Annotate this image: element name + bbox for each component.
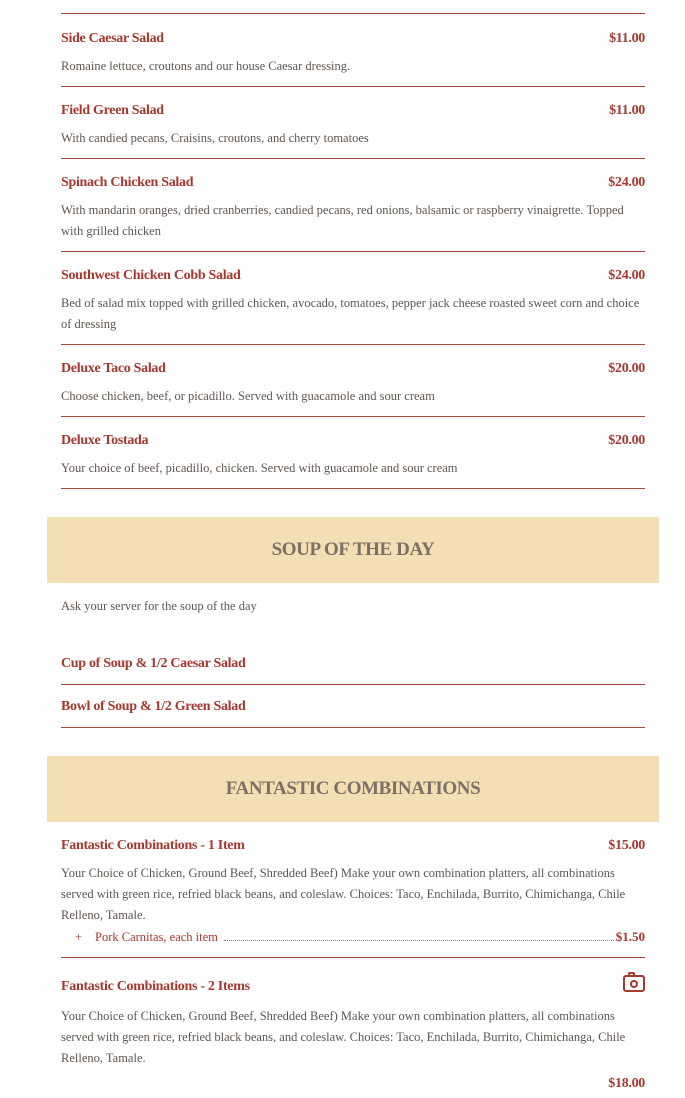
item-description: Bed of salad mix topped with grilled chicken, avocado, tomatoes, pepper jack cheese roasted sweet corn and choice of dressing (61, 296, 640, 331)
camera-icon[interactable] (623, 975, 645, 992)
item-price: $15.00 (608, 838, 645, 853)
item-description: Your choice of beef, picadillo, chicken. Served with guacamole and sour cream (61, 461, 458, 475)
menu-item[interactable] (61, 158, 645, 252)
item-price: $24.00 (608, 268, 645, 283)
plus-icon: + (75, 930, 83, 944)
item-price: $20.00 (608, 361, 645, 376)
menu-item[interactable] (61, 14, 645, 87)
section-description: Ask your server for the soup of the day (61, 599, 257, 613)
item-price: $18.00 (608, 1076, 645, 1091)
section-header-combos (47, 756, 659, 822)
menu-item[interactable] (61, 344, 645, 417)
item-description: Your Choice of Chicken, Ground Beef, Shredded Beef) Make your own combination platters, all combinations served with green rice, refried black beans, and coleslaw. Choices: Taco, Enchilada, Burrito, Chimichanga, Chile Relleno, Tamale. (61, 1009, 626, 1065)
item-price: $24.00 (608, 175, 645, 190)
menu-item[interactable] (61, 86, 645, 159)
menu-item[interactable] (61, 958, 645, 1098)
menu-item[interactable] (61, 685, 645, 728)
item-description: Romaine lettuce, croutons and our house Caesar dressing. (61, 59, 351, 73)
section-header-soup (47, 517, 659, 583)
menu-item[interactable] (61, 251, 645, 345)
section-title: SOUP OF THE DAY (271, 539, 435, 560)
item-name: Deluxe Taco Salad (61, 361, 166, 376)
menu-item[interactable] (61, 416, 645, 489)
addon-option[interactable] (75, 929, 645, 945)
section-title: FANTASTIC COMBINATIONS (225, 778, 481, 799)
item-price: $11.00 (609, 103, 645, 118)
item-name: Bowl of Soup & 1/2 Green Salad (61, 699, 246, 714)
item-name: Side Caesar Salad (61, 31, 164, 46)
item-name: Deluxe Tostada (61, 433, 149, 448)
item-price: $20.00 (608, 433, 645, 448)
item-description: Choose chicken, beef, or picadillo. Served with guacamole and sour cream (61, 389, 435, 403)
item-description: Your Choice of Chicken, Ground Beef, Shredded Beef) Make your own combination platters, all combinations served with green rice, refried black beans, and coleslaw. Choices: Taco, Enchilada, Burrito, Chimichanga, Chile Relleno, Tamale. (61, 866, 626, 922)
item-name: Spinach Chicken Salad (61, 175, 194, 190)
item-description: With candied pecans, Craisins, croutons, and cherry tomatoes (61, 131, 369, 145)
item-name: Southwest Chicken Cobb Salad (61, 268, 241, 283)
dot-leader (224, 939, 614, 941)
item-name: Fantastic Combinations - 1 Item (61, 838, 245, 853)
item-name: Field Green Salad (61, 103, 164, 118)
menu-item[interactable] (61, 645, 645, 685)
item-name: Fantastic Combinations - 2 Items (61, 979, 250, 994)
addon-price: $1.50 (615, 929, 645, 944)
item-price: $11.00 (609, 31, 645, 46)
addon-label: Pork Carnitas, each item (95, 930, 218, 944)
item-description: With mandarin oranges, dried cranberries, candied pecans, red onions, balsamic or raspberry vinaigrette. Topped with grilled chicken (61, 203, 624, 238)
divider (61, 0, 645, 14)
item-name: Cup of Soup & 1/2 Caesar Salad (61, 656, 246, 671)
